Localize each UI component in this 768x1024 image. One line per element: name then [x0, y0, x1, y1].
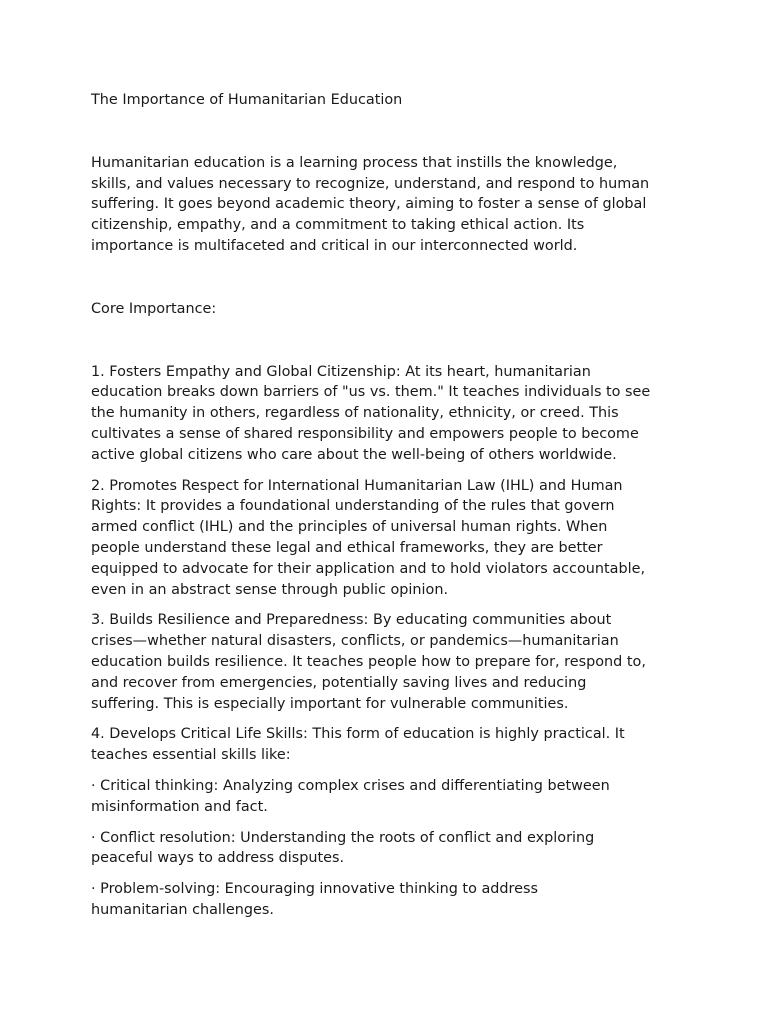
sub-item-paragraph: · Critical thinking: Analyzing complex crises and differentiating between misinformation and fact.: [91, 777, 610, 815]
section-heading: Core Importance:: [91, 300, 217, 317]
document-title: The Importance of Humanitarian Education: [91, 92, 403, 108]
sub-item-paragraph: · Problem-solving: Encouraging innovative thinking to address humanitarian challenges.: [91, 881, 538, 918]
point-paragraph: 4. Develops Critical Life Skills: This form of education is highly practical. It teaches essential skills like:: [91, 726, 625, 764]
point-paragraph: 3. Builds Resilience and Preparedness: By educating communities about crises—whether natural disasters, conflicts, or pandemics—humanitarian education builds resilience. It teaches people how to prepare for, respond to, and recover from emergencies, potentially saving lives and reducing suffering. This is especially important for vulnerable communities.: [91, 612, 646, 712]
point-paragraph: 1. Fosters Empathy and Global Citizenship: At its heart, humanitarian education breaks down barriers of "us vs. them." It teaches individuals to see the humanity in others, regardless of nationality, ethnicity, or creed. This cultivates a sense of shared responsibility and empowers people to become active global citizens who care about the well-being of others worldwide.: [91, 363, 651, 463]
sub-item-paragraph: · Conflict resolution: Understanding the roots of conflict and exploring peaceful ways to address disputes.: [91, 829, 595, 867]
intro-paragraph: Humanitarian education is a learning process that instills the knowledge, skills, and values necessary to recognize, understand, and respond to human suffering. It goes beyond academic theory, aiming to foster a sense of global citizenship, empathy, and a commitment to taking ethical action. Its importance is multifaceted and critical in our interconnected world.: [91, 154, 650, 254]
point-paragraph: 2. Promotes Respect for International Humanitarian Law (IHL) and Human Rights: It provides a foundational understanding of the rules that govern armed conflict (IHL) and the principles of universal human rights. When people understand these legal and ethical frameworks, they are better equipped to advocate for their application and to hold violators accountable, even in an abstract sense through public opinion.: [91, 477, 646, 598]
